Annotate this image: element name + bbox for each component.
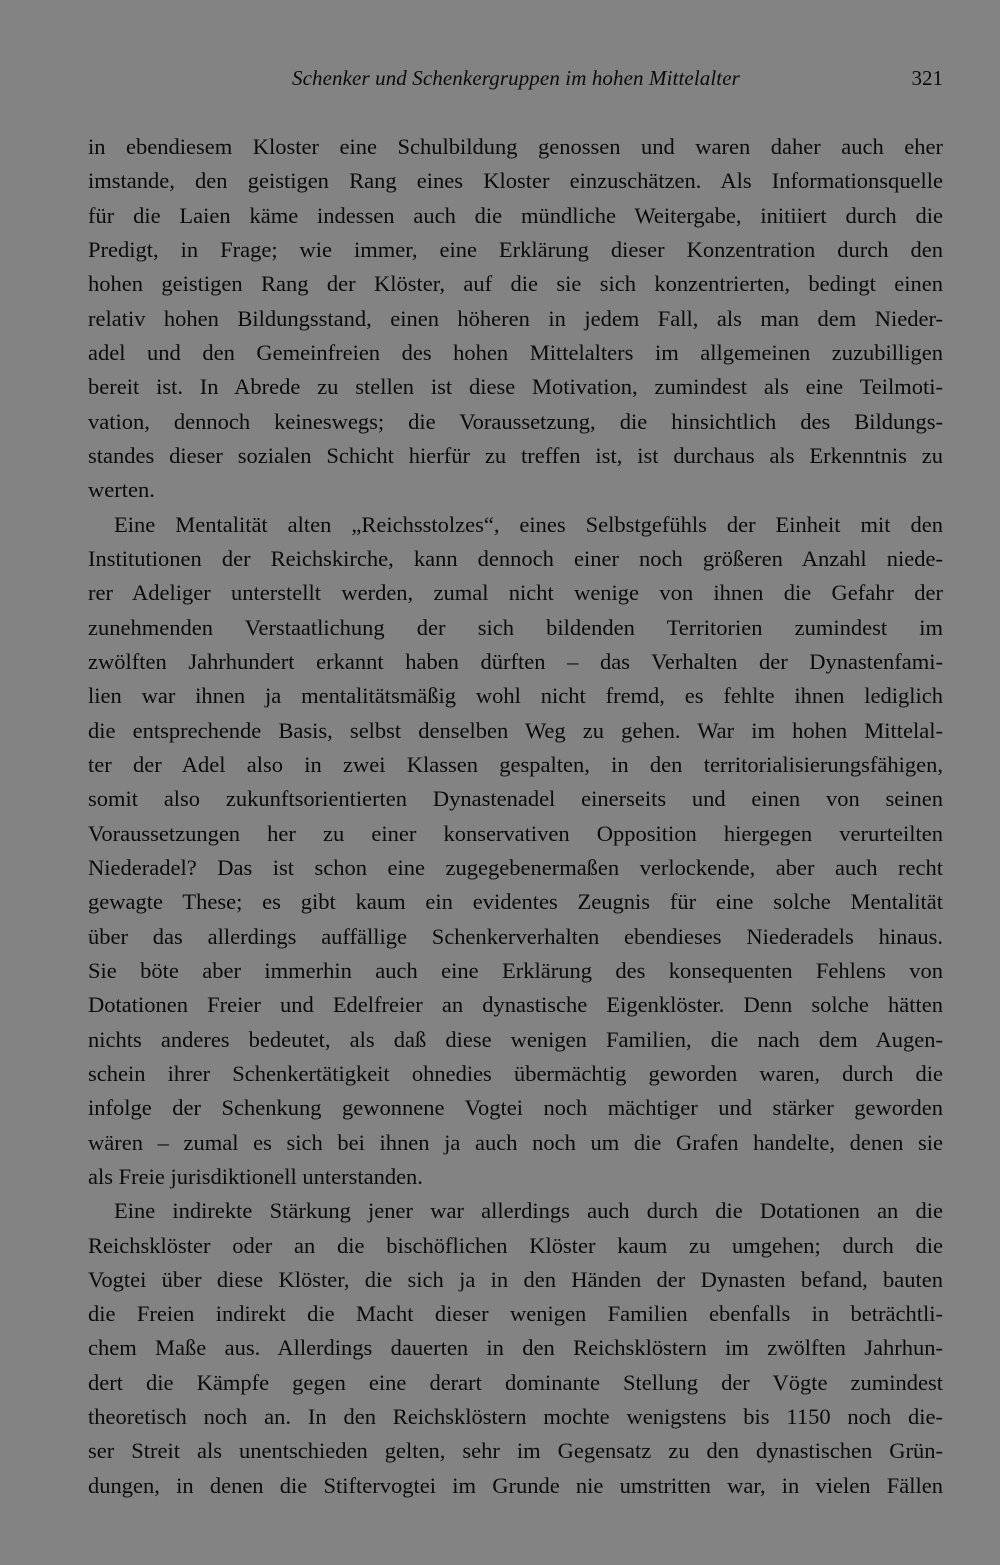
paragraph [88,130,943,508]
text-line: lien war ihnen ja mentalitätsmäßig wohl nicht fremd, es fehlte ihnen lediglich [88,683,943,709]
text-line: somit also zukunftsorientierten Dynastenadel einerseits und einen von seinen [88,786,943,812]
text-line: Dotationen Freier und Edelfreier an dynastische Eigenklöster. Denn solche hätten [88,992,943,1018]
text-line: adel und den Gemeinfreien des hohen Mittelalters im allgemeinen zuzubilligen [88,339,943,365]
text-line: Sie böte aber immerhin auch eine Erklärung des konsequenten Fehlens von [88,957,943,983]
text-line: ter der Adel also in zwei Klassen gespalten, in den territorialisierungsfähigen, [88,751,943,777]
body-text [88,130,943,1503]
page-number: 321 [911,66,943,90]
paragraph [88,508,943,1195]
text-line: über das allerdings auffällige Schenkerverhalten ebendieses Niederadels hinaus. [88,923,943,949]
text-line: dert die Kämpfe gegen eine derart dominante Stellung der Vögte zumindest [88,1369,943,1395]
text-line: vation, dennoch keineswegs; die Voraussetzung, die hinsichtlich des Bildungs- [88,408,943,434]
text-line: Reichsklöster oder an die bischöflichen Klöster kaum zu umgehen; durch die [88,1232,943,1258]
text-line: Niederadel? Das ist schon eine zugegebenermaßen verlockende, aber auch recht [88,854,943,880]
text-line: Eine indirekte Stärkung jener war allerdings auch durch die Dotationen an die [114,1198,943,1224]
text-line: nichts anderes bedeutet, als daß diese wenigen Familien, die nach dem Augen- [88,1026,943,1052]
text-line: infolge der Schenkung gewonnene Vogtei noch mächtiger und stärker geworden [88,1095,943,1121]
text-line: Eine Mentalität alten „Reichsstolzes“, eines Selbstgefühls der Einheit mit den [114,511,943,537]
text-line: bereit ist. In Abrede zu stellen ist diese Motivation, zumindest als eine Teilmoti- [88,374,943,400]
text-line: theoretisch noch an. In den Reichsklöstern mochte wenigstens bis 1150 noch die- [88,1404,943,1430]
text-line: ser Streit als unentschieden gelten, sehr im Gegensatz zu den dynastischen Grün- [88,1438,943,1464]
text-line: für die Laien käme indessen auch die mündliche Weitergabe, initiiert durch die [88,202,943,228]
text-line: chem Maße aus. Allerdings dauerten in den Reichsklöstern im zwölften Jahrhun- [88,1335,943,1361]
text-line: gewagte These; es gibt kaum ein evidentes Zeugnis für eine solche Mentalität [88,889,943,915]
text-line: hohen geistigen Rang der Klöster, auf die sie sich konzentrierten, bedingt einen [88,271,943,297]
text-line: Institutionen der Reichskirche, kann dennoch einer noch größeren Anzahl niede- [88,545,943,571]
text-line: zwölften Jahrhundert erkannt haben dürften – das Verhalten der Dynastenfami- [88,648,943,674]
text-line: schein ihrer Schenkertätigkeit ohnedies übermächtig geworden waren, durch die [88,1060,943,1086]
text-line: als Freie jurisdiktionell unterstanden. [88,1163,423,1189]
text-line: standes dieser sozialen Schicht hierfür zu treffen ist, ist durchaus als Erkenntnis zu [88,442,943,468]
text-line: relativ hohen Bildungsstand, einen höheren in jedem Fall, als man dem Nieder- [88,305,943,331]
text-line: die Freien indirekt die Macht dieser wenigen Familien ebenfalls in beträchtli- [88,1301,943,1327]
text-line: die entsprechende Basis, selbst denselben Weg zu gehen. War im hohen Mittelal- [88,717,943,743]
text-line: Predigt, in Frage; wie immer, eine Erklärung dieser Konzentration durch den [88,236,943,262]
text-line: rer Adeliger unterstellt werden, zumal nicht wenige von ihnen die Gefahr der [88,580,943,606]
text-line: in ebendiesem Kloster eine Schulbildung genossen und waren daher auch eher [88,134,943,159]
text-line: dungen, in denen die Stiftervogtei im Grunde nie umstritten war, in vielen Fällen [88,1472,943,1498]
text-line: imstande, den geistigen Rang eines Kloster einzuschätzen. Als Informationsquelle [88,168,943,194]
running-head [88,66,943,96]
text-line: zunehmenden Verstaatlichung der sich bildenden Territorien zumindest im [88,614,943,640]
text-line: werten. [88,477,155,503]
text-line: Vogtei über diese Klöster, die sich ja in den Händen der Dynasten befand, bauten [88,1266,943,1292]
text-line: wären – zumal es sich bei ihnen ja auch noch um die Grafen handelte, denen sie [88,1129,943,1155]
text-line: Voraussetzungen her zu einer konservativen Opposition hiergegen verurteilten [88,820,943,846]
paragraph [88,1194,943,1503]
running-title: Schenker und Schenkergruppen im hohen Mittelalter [292,66,740,90]
